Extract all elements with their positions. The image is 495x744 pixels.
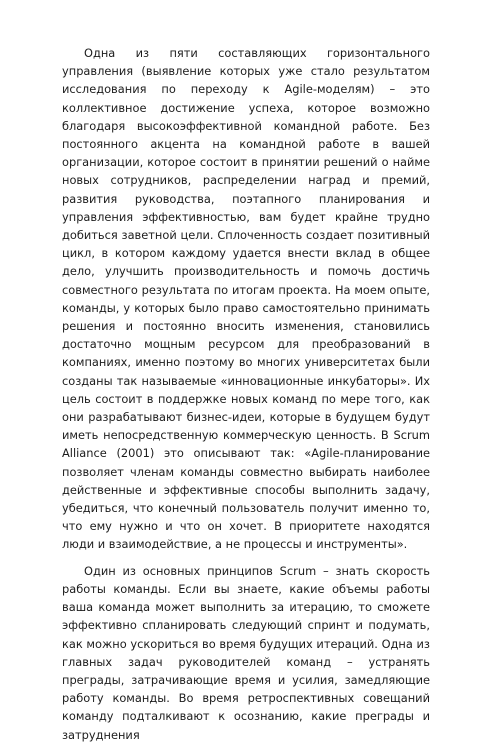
body-text [62,44,430,744]
paragraph-1: Одна из пяти составляющих горизонтального управления (выявление которых уже стало результатом исследования по переходу к Agile-моделям) – это коллективное достижение успеха, которое возможно благодаря высокоэффективной командной работе. Без постоянного акцента на командной работе в вашей организации, которое состоит в принятии решений о найме новых сотрудников, распределении наград и премий, развития руководства, поэтапного планирования и управления эффективностью, вам будет крайне трудно добиться заветной цели. Сплоченность создает позитивный цикл, в котором каждому удается внести вклад в общее дело, улучшить производительность и помочь достичь совместного результата по итогам проекта. На моем опыте, команды, у которых было право самостоятельно принимать решения и постоянно вносить изменения, становились достаточно мощным ресурсом для преобразований в компаниях, именно поэтому во многих университетах были созданы так называемые «инновационные инкубаторы». Их цель состоит в поддержке новых команд по мере того, как они разрабатывают бизнес-идеи, которые в будущем будут иметь непосредственную коммерческую ценность. В Scrum Alliance (2001) это описывают так: «Agile-планирование позволяет членам команды совместно выбирать наиболее действенные и эффективные способы выполнить задачу, убедиться, что конечный пользователь получит именно то, что ему нужно и что он хочет. В приоритете находятся люди и взаимодействие, а не процессы и инструменты». [62,46,430,552]
paragraph-2: Один из основных принципов Scrum – знать скорость работы команды. Если вы знаете, какие объемы работы ваша команда может выполнить за итерацию, то сможете эффективно спланировать следующий спринт и подумать, как можно ускориться во время будущих итераций. Одна из главных задач руководителей команд – устранять преграды, затрачивающие время и усилия, замедляющие работу команды. Во время ретроспективных совещаний команду подталкивают к осознанию, какие преграды и затруднения [62,563,430,742]
